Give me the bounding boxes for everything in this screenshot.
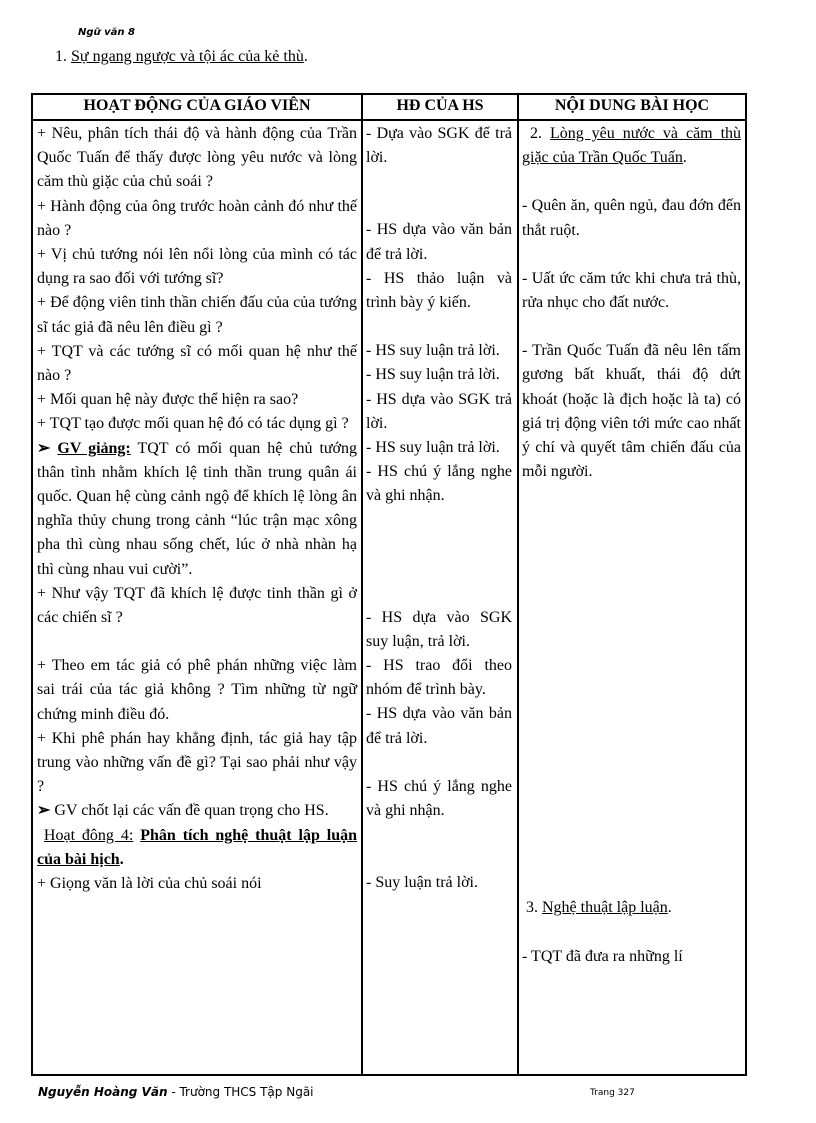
section-1-heading (55, 48, 308, 66)
student-activity: - HS thảo luận và trình bày ý kiến. (366, 269, 512, 312)
teacher-column (37, 122, 357, 896)
student-activity: - HS suy luận trả lời. (366, 342, 500, 360)
footer-school: - Trường THCS Tập Ngãi (171, 1085, 314, 1099)
section-3-number: 3. (526, 899, 538, 917)
teacher-question: + Khi phê phán hay khẳng định, tác giả hay tập trung vào những vấn đề gì? Tại sao phải như vậy ? (37, 729, 357, 796)
teacher-question: + Mối quan hệ này được thể hiện ra sao? (37, 391, 299, 409)
content-item: - Quên ăn, quên ngủ, đau đớn đến thắt ruột. (522, 197, 741, 239)
page-header-subject: Ngữ văn 8 (78, 27, 135, 38)
content-column (522, 122, 741, 969)
student-activity: - HS trao đổi theo nhóm để trình bày. (366, 657, 512, 699)
teacher-question: + Hành động của ông trước hoàn cảnh đó như thế nào ? (37, 197, 357, 239)
student-activity: - HS chú ý lắng nghe và ghi nhận. (366, 463, 512, 505)
activity-4-period: . (119, 850, 124, 868)
teacher-question: + Vị chủ tướng nói lên nổi lòng của mình có tác dụng ra sao đối với tướng sĩ? (37, 246, 357, 288)
content-item: - Trần Quốc Tuấn đã nêu lên tấm gương bất khuất, thái độ dứt khoát (hoặc là địch hoặc là ta) có giá trị động viên tới mức cao nhất ý chí và quyết tâm chiến đấu của mỗi người. (522, 342, 741, 481)
student-activity: - HS chú ý lắng nghe và ghi nhận. (366, 777, 512, 820)
section-2-number: 2. (529, 125, 542, 142)
content-item: - TQT đã đưa ra những lí (522, 947, 683, 965)
gv-chot-text: GV chốt lại các vấn đề quan trọng cho HS. (54, 802, 329, 820)
header-content: NỘI DUNG BÀI HỌC (554, 97, 710, 114)
student-activity: - HS dựa vào SGK suy luận, trả lời. (366, 608, 512, 650)
gv-giang-label: GV giảng: (57, 439, 131, 457)
activity-4-label: Hoạt đông 4: (43, 826, 134, 844)
activity-4-title: Phân tích nghệ thuật lập luận của bài hịch (37, 826, 358, 868)
header-teacher: HOẠT ĐỘNG CỦA GIÁO VIÊN (83, 97, 311, 114)
teacher-question: + Như vậy TQT đã khích lệ được tinh thần gì ở các chiến sĩ ? (37, 584, 357, 627)
student-activity: - HS suy luận trả lời. (366, 439, 500, 457)
section-3-period: . (667, 899, 672, 917)
teacher-question: + Nêu, phân tích thái độ và hành động của Trần Quốc Tuấn để thấy được lòng yêu nước và lòng căm thù giặc của chủ soái ? (37, 125, 357, 191)
header-divider (33, 119, 745, 121)
teacher-question: + TQT tạo được mối quan hệ đó có tác dụng gì ? (37, 415, 349, 433)
student-activity: - HS suy luận trả lời. (366, 366, 500, 384)
section-1-period: . (303, 48, 308, 65)
student-activity: - HS dựa vào văn bản để trả lời. (366, 221, 512, 263)
activity-4-heading (37, 824, 357, 872)
student-column (366, 122, 512, 895)
teacher-question: + Để động viên tinh thần chiến đấu của của tướng sĩ tác giả đã nêu lên điều gì ? (37, 294, 357, 336)
column-divider (517, 95, 519, 1074)
page-footer (38, 1085, 314, 1099)
footer-author: Nguyễn Hoàng Văn (38, 1085, 168, 1099)
content-item: - Uất ức căm tức khi chưa trả thù, rửa nhục cho đất nước. (522, 269, 741, 312)
gv-giang-text: TQT có mối quan hệ chủ tướng thân tình nhằm khích lệ tinh thần trung quân ái quốc. Quan hệ cùng cảnh ngộ để khích lệ lòng ân nghĩa thủy chung trong cảnh “lúc trận mạc xông pha thì cùng nhau sống chết, lúc ở nhà nhàn hạ thì cùng nhau vui cười”. (37, 439, 358, 578)
teacher-question: + TQT và các tướng sĩ có mối quan hệ như thế nào ? (37, 342, 357, 385)
section-1-number: 1. (55, 48, 67, 65)
student-activity: - HS dựa vào SGK trả lời. (366, 390, 512, 432)
section-2-title: Lòng yêu nước và căm thù giặc của Trần Quốc Tuấn (522, 125, 742, 167)
lesson-table (31, 93, 747, 1076)
section-1-title: Sự ngang ngược và tội ác của kẻ thù (71, 48, 304, 65)
gv-giang-paragraph (37, 437, 357, 582)
section-2-period: . (682, 149, 687, 167)
arrow-bullet-icon: ➢ (37, 802, 51, 820)
student-activity: - Suy luận trả lời. (366, 874, 478, 892)
teacher-question: + Theo em tác giả có phê phán những việc làm sai trái của tác giả không ? Tìm những từ ngữ chứng minh điều đó. (37, 657, 357, 723)
header-student: HĐ CỦA HS (396, 97, 484, 114)
section-2-heading (522, 122, 741, 170)
page-number: Trang 327 (590, 1088, 635, 1098)
teacher-question: + Giọng văn là lời của chủ soái nói (37, 875, 262, 893)
student-activity: - HS dựa vào văn bản để trả lời. (366, 705, 512, 747)
section-3-title: Nghệ thuật lập luận (542, 899, 668, 917)
section-3-heading (522, 896, 741, 920)
column-divider (361, 95, 363, 1074)
student-activity: - Dựa vào SGK để trả lời. (366, 125, 512, 167)
gv-chot-paragraph (37, 799, 357, 823)
arrow-bullet-icon: ➢ (37, 439, 51, 457)
